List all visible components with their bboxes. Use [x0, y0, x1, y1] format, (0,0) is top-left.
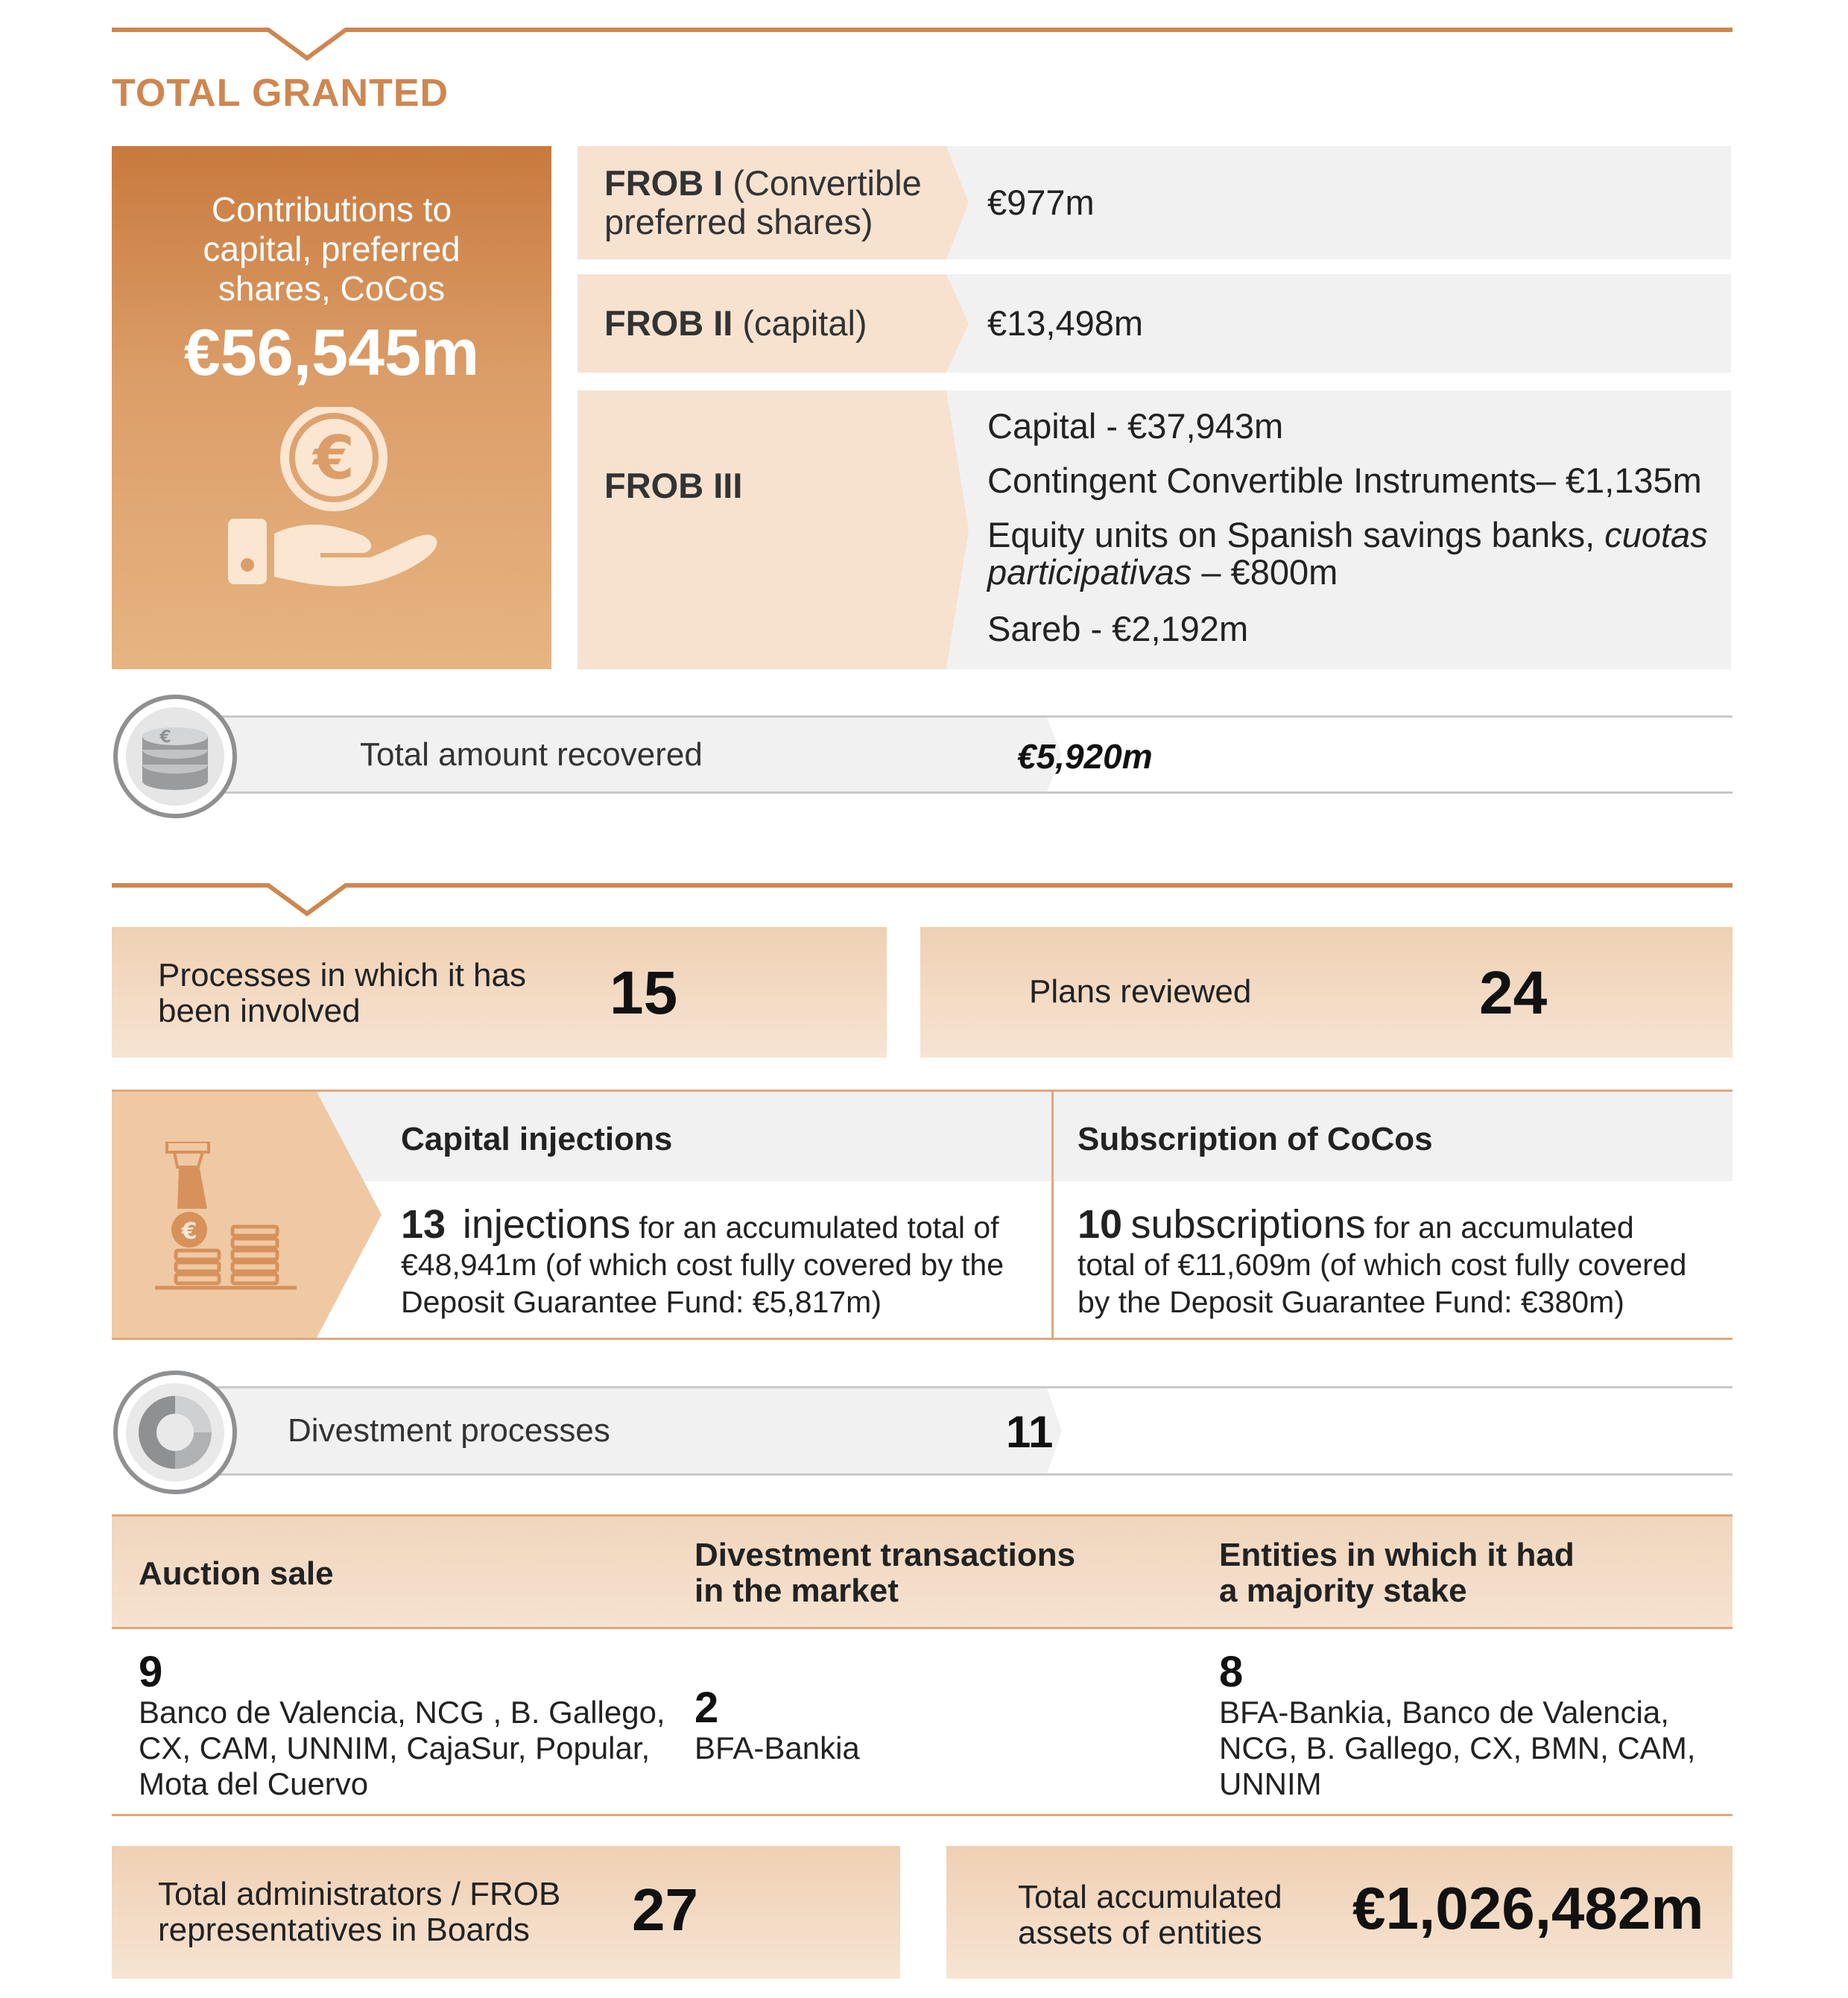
processes-label-line2: been involved [158, 993, 361, 1029]
table-header-market-line1: Divestment transactions [694, 1537, 1076, 1573]
capital-injections-line3: Deposit Guarantee Fund: €5,817m) [401, 1285, 882, 1319]
auction-line3: Mota del Cuervo [139, 1766, 369, 1801]
capital-injections-rest: for an accumulated total of [630, 1210, 999, 1245]
assets-value: €1,026,482m [1352, 1875, 1704, 1941]
capital-injections-number: 13 [401, 1202, 446, 1247]
section-title: TOTAL GRANTED [112, 72, 449, 115]
processes-label-line1: Processes in which it has [158, 957, 526, 993]
plans-value: 24 [1479, 959, 1548, 1027]
cocos-line2: total of €11,609m (of which cost fully covered [1078, 1248, 1687, 1282]
table-header-auction: Auction sale [139, 1555, 334, 1592]
cocos-number: 10 [1078, 1202, 1123, 1247]
processes-box [112, 927, 887, 1058]
processes-value: 15 [610, 959, 678, 1027]
frob3-label: FROB III [604, 466, 743, 505]
frob1-value: €977m [987, 183, 1095, 222]
market-line1: BFA-Bankia [694, 1730, 860, 1765]
table-header-majority-line1: Entities in which it had [1219, 1537, 1575, 1573]
svg-text:€: € [181, 1218, 197, 1245]
recovered-value: €5,920m [1017, 737, 1153, 776]
assets-label-line2: assets of entities [1018, 1915, 1262, 1951]
frob2-value: €13,498m [987, 303, 1144, 343]
svg-text:€: € [313, 423, 355, 493]
frob3-item-capital: Capital - €37,943m [987, 406, 1284, 446]
recovered-label: Total amount recovered [360, 736, 703, 773]
recovered-row [112, 693, 1732, 820]
frob3-item-cocos: Contingent Convertible Instruments– €1,135m [987, 461, 1702, 500]
cocos-word: subscriptions [1130, 1202, 1366, 1247]
table-header-majority-line2: a majority stake [1219, 1572, 1467, 1609]
cocos-line1 [1078, 1201, 1634, 1248]
auction-count: 9 [139, 1648, 163, 1696]
frob3-equity-italic: cuotas [1604, 515, 1708, 554]
frob1-label-rest: (Convertible [723, 163, 922, 203]
divestment-value: 11 [1006, 1407, 1054, 1457]
cocos-rest: for an accumulated [1365, 1210, 1634, 1245]
frob3-equity-amount: – €800m [1192, 552, 1338, 592]
cocos-header: Subscription of CoCos [1078, 1121, 1433, 1157]
frob1-row [578, 146, 1731, 259]
frob2-label-bold: FROB II [604, 303, 733, 343]
majority-line2: NCG, B. Gallego, CX, BMN, CAM, [1219, 1730, 1696, 1765]
plans-box [920, 927, 1732, 1058]
frob3-equity-italic2: participativas [987, 552, 1192, 592]
divestment-table [112, 1514, 1732, 1816]
contributions-line3: shares, CoCos [218, 269, 446, 308]
majority-line3: UNNIM [1219, 1766, 1322, 1801]
assets-box [946, 1846, 1732, 1979]
contributions-box [112, 146, 551, 669]
frob3-item-equity-line2 [987, 551, 1338, 592]
frob1-label-line2: preferred shares) [604, 202, 873, 241]
capital-injections-header: Capital injections [401, 1121, 673, 1157]
market-count: 2 [694, 1684, 719, 1732]
frob3-item-equity-line1 [987, 514, 1708, 555]
divestment-label: Divestment processes [288, 1412, 610, 1449]
majority-line1: BFA-Bankia, Banco de Valencia, [1219, 1695, 1669, 1730]
divestment-row [112, 1369, 1732, 1496]
frob2-label-rest: (capital) [732, 303, 867, 343]
plans-label: Plans reviewed [1029, 973, 1252, 1010]
frob3-item-sareb: Sareb - €2,192m [987, 609, 1249, 648]
administrators-label-line1: Total administrators / FROB [158, 1876, 561, 1912]
auction-line1: Banco de Valencia, NCG , B. Gallego, [139, 1695, 665, 1730]
frob2-label [604, 303, 867, 344]
capital-injections-line1 [401, 1201, 999, 1248]
auction-line2: CX, CAM, UNNIM, CajaSur, Popular, [139, 1730, 651, 1765]
contributions-line1: Contributions to [211, 190, 452, 229]
svg-text:€: € [159, 728, 171, 747]
administrators-box [112, 1846, 900, 1979]
capital-injections-word: injections [462, 1202, 630, 1247]
majority-count: 8 [1219, 1648, 1244, 1696]
frob2-row [578, 274, 1731, 373]
administrators-value: 27 [632, 1877, 698, 1943]
frob3-equity-text: Equity units on Spanish savings banks, [987, 515, 1605, 554]
frob3-row [578, 391, 1731, 669]
contributions-amount: €56,545m [183, 315, 480, 389]
frob1-label-bold: FROB I [604, 163, 724, 203]
cocos-line3: by the Deposit Guarantee Fund: €380m) [1078, 1285, 1624, 1319]
administrators-label-line2: representatives in Boards [158, 1912, 530, 1948]
injections-block [112, 1090, 1732, 1340]
assets-label-line1: Total accumulated [1018, 1879, 1282, 1915]
table-header-market-line2: in the market [694, 1572, 899, 1609]
capital-injections-line2: €48,941m (of which cost fully covered by the [401, 1248, 1004, 1282]
frob1-label [604, 162, 922, 203]
contributions-line2: capital, preferred [203, 230, 461, 268]
